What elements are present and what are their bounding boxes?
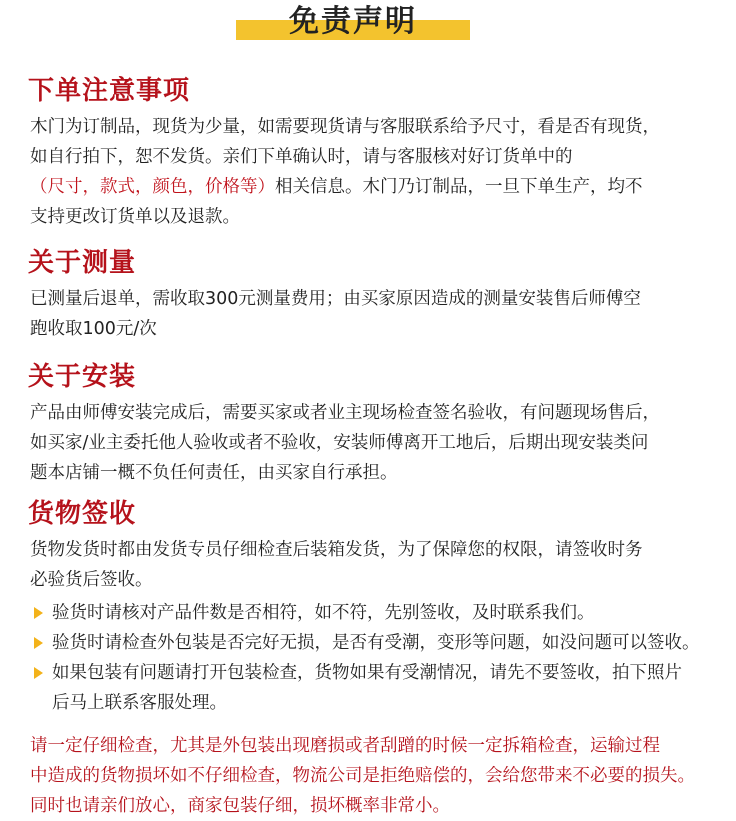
section-body <box>30 398 710 488</box>
highlight-text: （尺寸，款式，颜色，价格等） <box>30 177 275 197</box>
text-line: 验货时请检查外包装是否完好无损，是否有受潮，变形等问题，如没问题可以签收。 <box>52 633 700 653</box>
section-heading: 货物签收 <box>28 499 137 529</box>
text-line: 题本店铺一概不负任何责任，由买家自行承担。 <box>30 463 398 483</box>
triangle-bullet-icon <box>34 637 43 649</box>
section-heading: 下单注意事项 <box>28 76 191 106</box>
text-line: 必验货后签收。 <box>30 570 153 590</box>
text-span: 相关信息。木门乃订制品，一旦下单生产，均不 <box>275 177 643 197</box>
text-line <box>30 172 710 202</box>
triangle-bullet-icon <box>34 667 43 679</box>
text-line: 中造成的货物损坏如不仔细检查，物流公司是拒绝赔偿的，会给您带来不必要的损失。 <box>30 766 695 786</box>
list-item <box>30 598 712 628</box>
text-line: 如自行拍下，恕不发货。亲们下单确认时，请与客服核对好订货单中的 <box>30 147 573 167</box>
list-item <box>30 628 712 658</box>
text-line: 后马上联系客服处理。 <box>52 693 227 713</box>
text-line: 如买家/业主委托他人验收或者不验收，安装师傅离开工地后，后期出现安装类问 <box>30 433 649 453</box>
section-heading: 关于测量 <box>28 248 137 278</box>
title-banner <box>0 0 736 50</box>
text-line: 如果包装有问题请打开包装检查，货物如果有受潮情况，请先不要签收，拍下照片 <box>52 663 682 683</box>
text-line: 请一定仔细检查，尤其是外包装出现磨损或者刮蹭的时候一定拆箱检查，运输过程 <box>30 736 660 756</box>
section-order-notes <box>0 74 736 232</box>
checklist <box>0 598 736 718</box>
triangle-bullet-icon <box>34 607 43 619</box>
warning-note <box>30 731 720 821</box>
section-measurement <box>0 246 736 344</box>
list-item <box>30 658 712 718</box>
section-heading: 关于安装 <box>28 362 137 392</box>
text-line: 已测量后退单，需收取300元测量费用；由买家原因造成的测量安装售后师傅空 <box>30 289 641 309</box>
text-line: 货物发货时都由发货专员仔细检查后装箱发货，为了保障您的权限，请签收时务 <box>30 540 643 560</box>
section-body <box>30 535 710 595</box>
text-line: 产品由师傅安装完成后，需要买家或者业主现场检查签名验收，有问题现场售后， <box>30 403 660 423</box>
text-line: 木门为订制品，现货为少量，如需要现货请与客服联系给予尺寸，看是否有现货， <box>30 117 660 137</box>
text-line: 同时也请亲们放心，商家包装仔细，损坏概率非常小。 <box>30 796 450 816</box>
section-body <box>30 112 710 232</box>
text-line: 验货时请核对产品件数是否相符，如不符，先别签收，及时联系我们。 <box>52 603 595 623</box>
section-installation <box>0 360 736 488</box>
section-body <box>30 284 710 344</box>
section-receipt <box>0 497 736 595</box>
text-line: 跑收取100元/次 <box>30 319 157 339</box>
page-title: 免责声明 <box>289 4 417 39</box>
text-line: 支持更改订货单以及退款。 <box>30 207 240 227</box>
